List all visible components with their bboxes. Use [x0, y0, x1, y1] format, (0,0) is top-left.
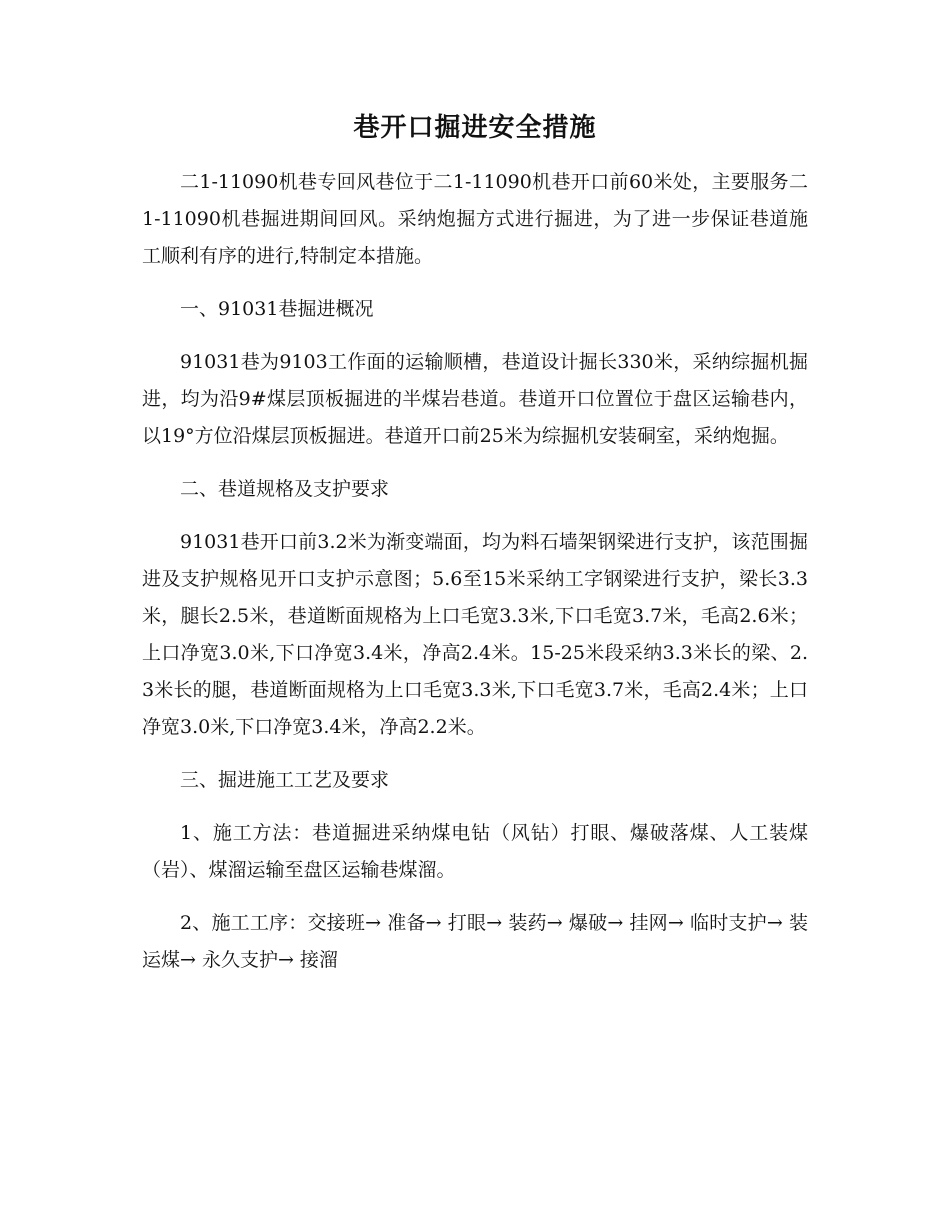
paragraph-support: 91031巷开口前3.2米为渐变端面，均为料石墙架钢梁进行支护，该范围掘进及支护规格见开口支护示意图；5.6至15米采纳工字钢梁进行支护，梁长3.3米，腿长2.5米，巷道断面规格为上口毛宽3.3米,下口毛宽3.7米，毛高2.6米；上口净宽3.0米,下口净宽3.4米，净高2.4米。15-25米段采纳3.3米长的梁、2.3米长的腿，巷道断面规格为上口毛宽3.3米,下口毛宽3.7米，毛高2.4米；上口净宽3.0米,下口净宽3.4米，净高2.2米。 — [142, 531, 808, 738]
document-title: 巷开口掘进安全措施 — [353, 113, 597, 143]
paragraph-intro: 二1-11090机巷专回风巷位于二1-11090机巷开口前60米处，主要服务二1-11090机巷掘进期间回风。采纳炮掘方式进行掘进，为了进一步保证巷道施工顺利有序的进行,特制定本措施。 — [142, 171, 808, 267]
section-heading-support: 二、巷道规格及支护要求 — [180, 478, 390, 500]
section-heading-process: 三、掘进施工工艺及要求 — [180, 769, 390, 791]
paragraph-overview: 91031巷为9103工作面的运输顺槽，巷道设计掘长330米，采纳综掘机掘进，均为沿9#煤层顶板掘进的半煤岩巷道。巷道开口位置位于盘区运输巷内，以19°方位沿煤层顶板掘进。巷道开口前25米为综掘机安装硐室，采纳炮掘。 — [142, 351, 808, 447]
section-heading-overview: 一、91031巷掘进概况 — [180, 298, 374, 320]
paragraph-method: 1、施工方法：巷道掘进采纳煤电钻（风钻）打眼、爆破落煤、人工装煤（岩）、煤溜运输至盘区运输巷煤溜。 — [142, 822, 808, 881]
document-page — [142, 108, 808, 995]
paragraph-sequence: 2、施工工序：交接班→ 准备→ 打眼→ 装药→ 爆破→ 挂网→ 临时支护→ 装运煤→ 永久支护→ 接溜 — [142, 912, 808, 971]
